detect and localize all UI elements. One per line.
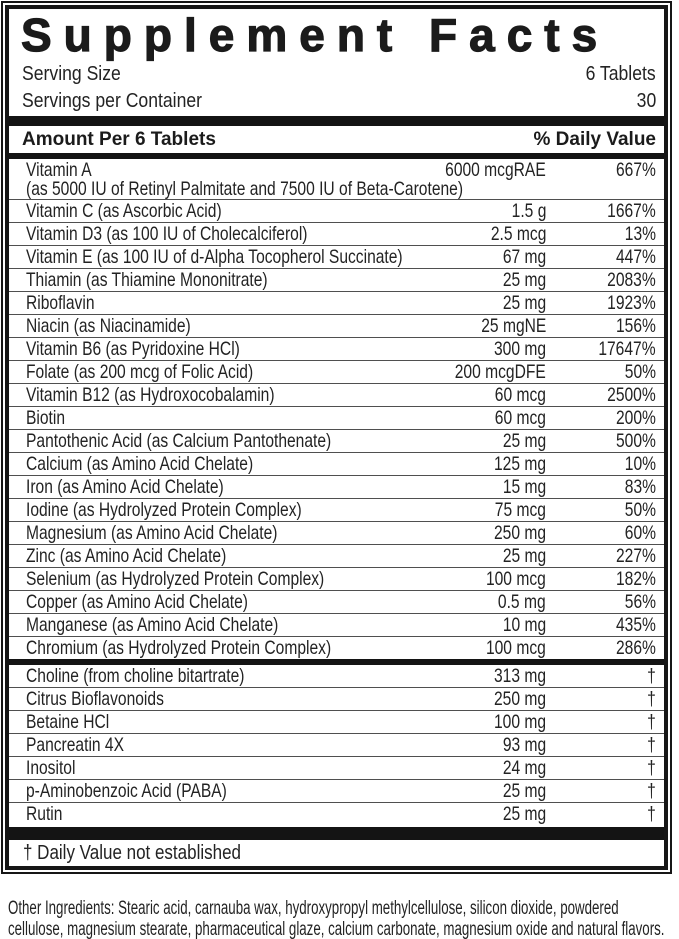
nutrient-amount: 10 mg — [502, 613, 546, 636]
serving-size-row — [9, 61, 664, 88]
facts-panel-inner — [5, 5, 668, 870]
nutrient-name: Betaine HCl — [26, 710, 110, 733]
nutrient-row — [9, 314, 664, 337]
nutrient-daily-value: † — [647, 664, 656, 687]
nutrient-row — [9, 733, 664, 756]
nutrient-daily-value: 447% — [616, 245, 656, 268]
nutrient-source-line — [9, 179, 664, 199]
nutrient-row — [9, 406, 664, 429]
nutrient-row-line — [9, 476, 664, 498]
nutrient-amount: 200 mcgDFE — [454, 360, 546, 383]
nutrient-amount: 25 mg — [502, 802, 546, 825]
nutrient-row-line — [9, 637, 664, 659]
nutrient-amount: 25 mg — [502, 544, 546, 567]
nutrient-row — [9, 475, 664, 498]
nutrient-name: Rutin — [26, 802, 63, 825]
nutrient-amount: 313 mg — [493, 664, 546, 687]
nutrient-row — [9, 291, 664, 314]
nutrient-row — [9, 779, 664, 802]
divider-bar-thick — [9, 827, 664, 840]
nutrient-row-line — [9, 591, 664, 613]
nutrient-row-line — [9, 361, 664, 383]
nutrient-amount: 25 mg — [502, 779, 546, 802]
nutrient-amount: 125 mg — [493, 452, 546, 475]
nutrient-row — [9, 245, 664, 268]
nutrient-row — [9, 452, 664, 475]
nutrient-amount: 75 mcg — [494, 498, 546, 521]
nutrient-name: Pantothenic Acid (as Calcium Pantothenate) — [26, 429, 332, 452]
nutrient-row — [9, 544, 664, 567]
facts-title: Supplement Facts — [21, 9, 610, 61]
nutrient-row-line — [9, 522, 664, 544]
nutrient-amount: 25 mg — [502, 429, 546, 452]
nutrient-row-line — [9, 223, 664, 245]
nutrient-daily-value: 17647% — [598, 337, 656, 360]
nutrient-daily-value: 13% — [624, 222, 656, 245]
nutrient-row — [9, 360, 664, 383]
nutrient-row — [9, 567, 664, 590]
nutrient-name: Biotin — [26, 406, 66, 429]
divider-bar-thick — [9, 116, 664, 126]
nutrient-row — [9, 687, 664, 710]
nutrient-row-line — [9, 407, 664, 429]
nutrient-daily-value: 2500% — [607, 383, 656, 406]
nutrient-name: Thiamin (as Thiamine Mononitrate) — [26, 268, 268, 291]
nutrient-row-line — [9, 338, 664, 360]
serving-size-label: Serving Size — [22, 63, 121, 85]
nutrient-row-line — [9, 315, 664, 337]
nutrient-row — [9, 498, 664, 521]
nutrient-row-line — [9, 757, 664, 779]
nutrient-row — [9, 665, 664, 687]
nutrient-daily-value: 2083% — [607, 268, 656, 291]
nutrient-row-line — [9, 734, 664, 756]
nutrient-name: Chromium (as Hydrolyzed Protein Complex) — [26, 636, 332, 659]
nutrient-amount: 250 mg — [493, 687, 546, 710]
nutrient-row — [9, 199, 664, 222]
nutrient-name: Magnesium (as Amino Acid Chelate) — [26, 521, 278, 544]
nutrient-amount: 0.5 mg — [498, 590, 546, 613]
nutrient-amount: 2.5 mcg — [490, 222, 546, 245]
nutrient-row — [9, 521, 664, 544]
nutrient-row-line — [9, 711, 664, 733]
servings-per-container-row — [9, 88, 664, 115]
nutrient-amount: 6000 mcgRAE — [445, 158, 546, 181]
nutrient-amount: 24 mg — [502, 756, 546, 779]
nutrient-amount: 25 mg — [502, 268, 546, 291]
nutrient-daily-value: 60% — [624, 521, 656, 544]
nutrient-name: Citrus Bioflavonoids — [26, 687, 164, 710]
nutrient-name: Riboflavin — [26, 291, 95, 314]
nutrient-row-line — [9, 453, 664, 475]
nutrient-row — [9, 429, 664, 452]
nutrient-name: Calcium (as Amino Acid Chelate) — [26, 452, 254, 475]
nutrient-daily-value: 56% — [624, 590, 656, 613]
nutrient-daily-value: † — [647, 710, 656, 733]
nutrient-row-line — [9, 780, 664, 802]
nutrient-daily-value: 435% — [616, 613, 656, 636]
nutrient-amount: 15 mg — [502, 475, 546, 498]
nutrient-daily-value: 200% — [616, 406, 656, 429]
nutrient-row — [9, 590, 664, 613]
nutrient-amount: 1.5 g — [511, 199, 546, 222]
nutrient-name: Vitamin B6 (as Pyridoxine HCl) — [26, 337, 240, 360]
nutrient-row — [9, 337, 664, 360]
nutrient-amount: 100 mcg — [486, 567, 546, 590]
nutrient-row-line — [9, 499, 664, 521]
nutrient-name: Choline (from choline bitartrate) — [26, 664, 245, 687]
nutrient-amount: 100 mcg — [486, 636, 546, 659]
footnote-row — [9, 840, 664, 866]
nutrient-daily-value: 286% — [616, 636, 656, 659]
nutrient-row — [9, 613, 664, 636]
nutrient-row-line — [9, 688, 664, 710]
nutrient-row-line — [9, 200, 664, 222]
nutrient-row — [9, 383, 664, 406]
nutrient-amount: 100 mg — [493, 710, 546, 733]
nutrient-row-line — [9, 568, 664, 590]
nutrient-name: Manganese (as Amino Acid Chelate) — [26, 613, 279, 636]
nutrient-daily-value: † — [647, 733, 656, 756]
nutrient-daily-value: 50% — [624, 360, 656, 383]
nutrient-daily-value: 1667% — [607, 199, 656, 222]
nutrient-name: Folate (as 200 mcg of Folic Acid) — [26, 360, 254, 383]
nutrient-source-note: (as 5000 IU of Retinyl Palmitate and 7500 IU of Beta-Carotene) — [26, 177, 464, 200]
nutrient-daily-value: 50% — [624, 498, 656, 521]
nutrient-daily-value: † — [647, 756, 656, 779]
nutrient-name: Copper (as Amino Acid Chelate) — [26, 590, 248, 613]
nutrient-name: Pancreatin 4X — [26, 733, 124, 756]
other-ingredients-paragraph — [8, 898, 679, 939]
nutrient-daily-value: † — [647, 802, 656, 825]
nutrient-row — [9, 222, 664, 245]
nutrient-name: Zinc (as Amino Acid Chelate) — [26, 544, 227, 567]
nutrient-amount: 60 mcg — [494, 406, 546, 429]
nutrient-row-line — [9, 384, 664, 406]
nutrient-row — [9, 159, 664, 199]
nutrient-row — [9, 268, 664, 291]
nutrient-row-line — [9, 614, 664, 636]
nutrient-amount: 250 mg — [493, 521, 546, 544]
serving-size-value: 6 Tablets — [585, 63, 656, 85]
nutrient-amount: 25 mgNE — [480, 314, 546, 337]
nutrient-name: Inositol — [26, 756, 76, 779]
table-header-row — [9, 126, 664, 153]
nutrients-section — [9, 159, 664, 659]
nutrient-row-line — [9, 292, 664, 314]
nutrient-daily-value: 667% — [616, 158, 656, 181]
other-ingredients-line-1: Other Ingredients: Stearic acid, carnauba wax, hydroxypropyl methylcellulose, silicon dioxide, powdered — [8, 898, 619, 919]
nutrient-row — [9, 802, 664, 825]
nutrient-amount: 25 mg — [502, 291, 546, 314]
nutrient-amount: 300 mg — [493, 337, 546, 360]
nutrient-daily-value: † — [647, 779, 656, 802]
nutrient-row-line — [9, 269, 664, 291]
facts-panel — [1, 1, 672, 874]
nutrient-row-line — [9, 665, 664, 687]
nutrient-row-line — [9, 803, 664, 825]
nutrient-daily-value: 10% — [624, 452, 656, 475]
daily-value-footnote: † Daily Value not established — [23, 841, 241, 864]
nutrient-name: Selenium (as Hydrolyzed Protein Complex) — [26, 567, 325, 590]
nutrient-name: Vitamin A — [26, 158, 92, 181]
nutrient-amount: 93 mg — [502, 733, 546, 756]
nutrient-row — [9, 710, 664, 733]
nutrient-daily-value: 182% — [616, 567, 656, 590]
nutrient-daily-value: 83% — [624, 475, 656, 498]
nutrient-name: Iron (as Amino Acid Chelate) — [26, 475, 224, 498]
other-nutrients-section — [9, 665, 664, 825]
nutrient-daily-value: 1923% — [607, 291, 656, 314]
nutrient-amount: 60 mcg — [494, 383, 546, 406]
nutrient-name: Vitamin D3 (as 100 IU of Cholecalciferol) — [26, 222, 308, 245]
daily-value-column-header: % Daily Value — [533, 128, 656, 150]
nutrient-daily-value: † — [647, 687, 656, 710]
nutrient-name: Vitamin B12 (as Hydroxocobalamin) — [26, 383, 275, 406]
nutrient-daily-value: 227% — [616, 544, 656, 567]
nutrient-name: Iodine (as Hydrolyzed Protein Complex) — [26, 498, 302, 521]
nutrient-name: Vitamin C (as Ascorbic Acid) — [26, 199, 222, 222]
nutrient-name: Niacin (as Niacinamide) — [26, 314, 191, 337]
nutrient-row-line — [9, 430, 664, 452]
nutrient-row-line — [9, 545, 664, 567]
nutrient-name: Vitamin E (as 100 IU of d-Alpha Tocopherol Succinate) — [26, 245, 403, 268]
nutrient-row-line — [9, 246, 664, 268]
nutrient-row — [9, 636, 664, 659]
servings-per-container-label: Servings per Container — [22, 90, 203, 112]
nutrient-row — [9, 756, 664, 779]
amount-column-header: Amount Per 6 Tablets — [22, 128, 216, 150]
nutrient-name: p-Aminobenzoic Acid (PABA) — [26, 779, 227, 802]
nutrient-daily-value: 500% — [616, 429, 656, 452]
servings-per-container-value: 30 — [636, 90, 656, 112]
nutrient-daily-value: 156% — [616, 314, 656, 337]
nutrient-amount: 67 mg — [502, 245, 546, 268]
other-ingredients-line-2: cellulose, magnesium stearate, pharmaceutical glaze, calcium carbonate, magnesium oxide and natural flavors. — [8, 919, 665, 939]
